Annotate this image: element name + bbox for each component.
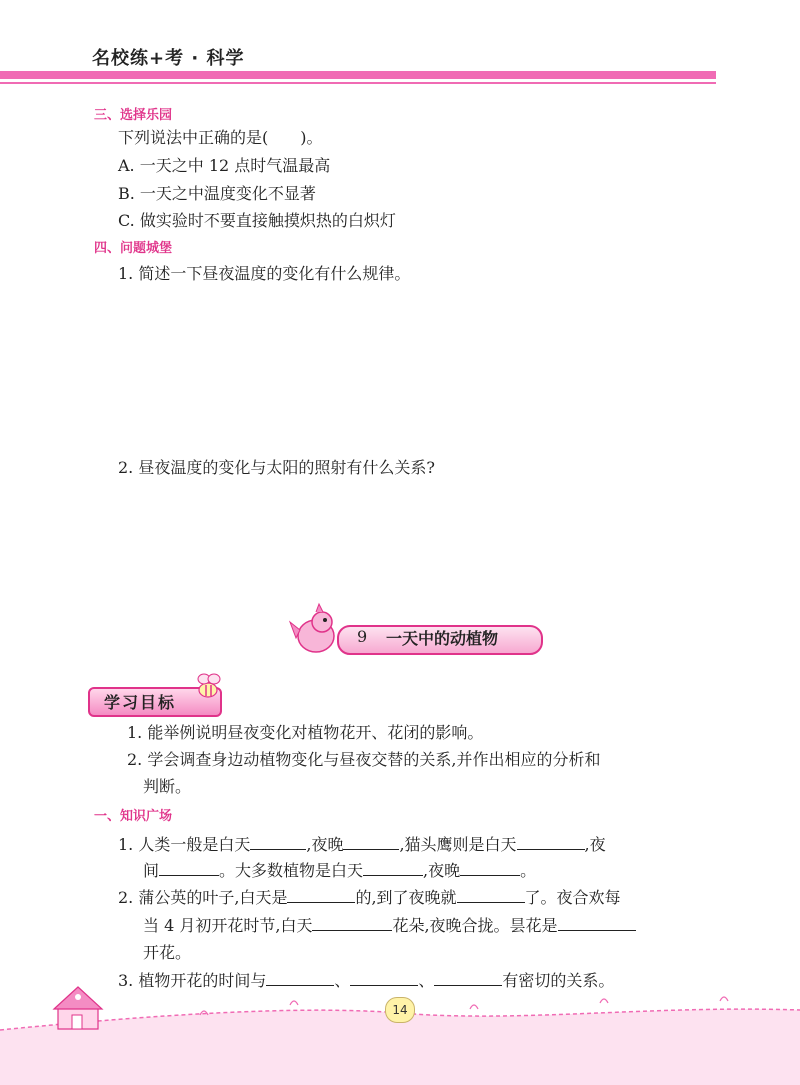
q3-text-a: 3. 植物开花的时间与 [118,971,267,990]
answer-blank[interactable] [517,833,585,850]
answer-blank[interactable] [287,886,355,903]
answer-blank[interactable] [343,833,399,850]
header-title: 名校练+考 · 科学 [92,48,245,69]
knowledge-question-2-line1 [118,885,621,908]
header-bar [0,71,716,79]
goal-item-2-line1: 2. 学会调查身边动植物变化与昼夜交替的关系,并作出相应的分析和 [127,750,601,769]
answer-blank[interactable] [312,914,392,931]
chapter-number: 9 [357,627,368,646]
section4-question-2: 2. 昼夜温度的变化与太阳的照射有什么关系? [118,458,435,477]
section3-option-b: B. 一天之中温度变化不显著 [118,184,316,203]
house-icon [54,987,102,1029]
chapter-title: 一天中的动植物 [386,629,499,648]
section4-heading: 四、问题城堡 [94,241,173,256]
q1-text-b: ,夜晚 [306,835,344,854]
page-number: 14 [385,997,415,1023]
knowledge-question-1-line1 [118,832,606,855]
q2-text-a: 2. 蒲公英的叶子,白天是 [118,888,288,907]
bee-icon [192,670,226,704]
q1-text-f: 。大多数植物是白天 [219,861,364,880]
section3-question: 下列说法中正确的是( )。 [118,128,323,147]
q2-text-c: 了。夜合欢每 [524,888,621,907]
knowledge-question-1-line2 [143,858,536,881]
q3-text-c: 、 [418,971,435,990]
answer-blank[interactable] [558,914,636,931]
q1-text-g: ,夜晚 [423,861,461,880]
answer-blank[interactable] [159,859,219,876]
q1-text-d: ,夜 [584,835,606,854]
header-line [0,82,716,84]
q1-text-h: 。 [520,861,537,880]
learning-goals-label: 学习目标 [104,693,177,712]
section3-heading: 三、选择乐园 [94,108,173,123]
q3-text-b: 、 [334,971,351,990]
dragon-mascot-icon [286,600,346,660]
q1-text-a: 1. 人类一般是白天 [118,835,251,854]
q2-text-e: 花朵,夜晚合拢。昙花是 [392,916,558,935]
goal-item-1: 1. 能举例说明昼夜变化对植物花开、花闭的影响。 [127,723,484,742]
section4-question-1: 1. 简述一下昼夜温度的变化有什么规律。 [118,264,411,283]
knowledge-question-2-line3: 开花。 [143,943,192,962]
answer-blank[interactable] [250,833,306,850]
q1-text-c: ,猫头鹰则是白天 [399,835,517,854]
q1-text-e: 间 [143,861,160,880]
q2-text-d: 当 4 月初开花时节,白天 [143,916,313,935]
knowledge-question-2-line2 [143,913,636,936]
footer-decoration [0,975,800,1085]
section3-option-c: C. 做实验时不要直接触摸炽热的白炽灯 [118,211,396,230]
goal-item-2-line2: 判断。 [143,777,192,796]
knowledge-heading: 一、知识广场 [94,809,173,824]
answer-blank[interactable] [460,859,520,876]
answer-blank[interactable] [363,859,423,876]
q2-text-b: 的,到了夜晚就 [355,888,457,907]
q3-text-d: 有密切的关系。 [502,971,615,990]
section3-option-a: A. 一天之中 12 点时气温最高 [118,156,331,175]
answer-blank[interactable] [457,886,525,903]
